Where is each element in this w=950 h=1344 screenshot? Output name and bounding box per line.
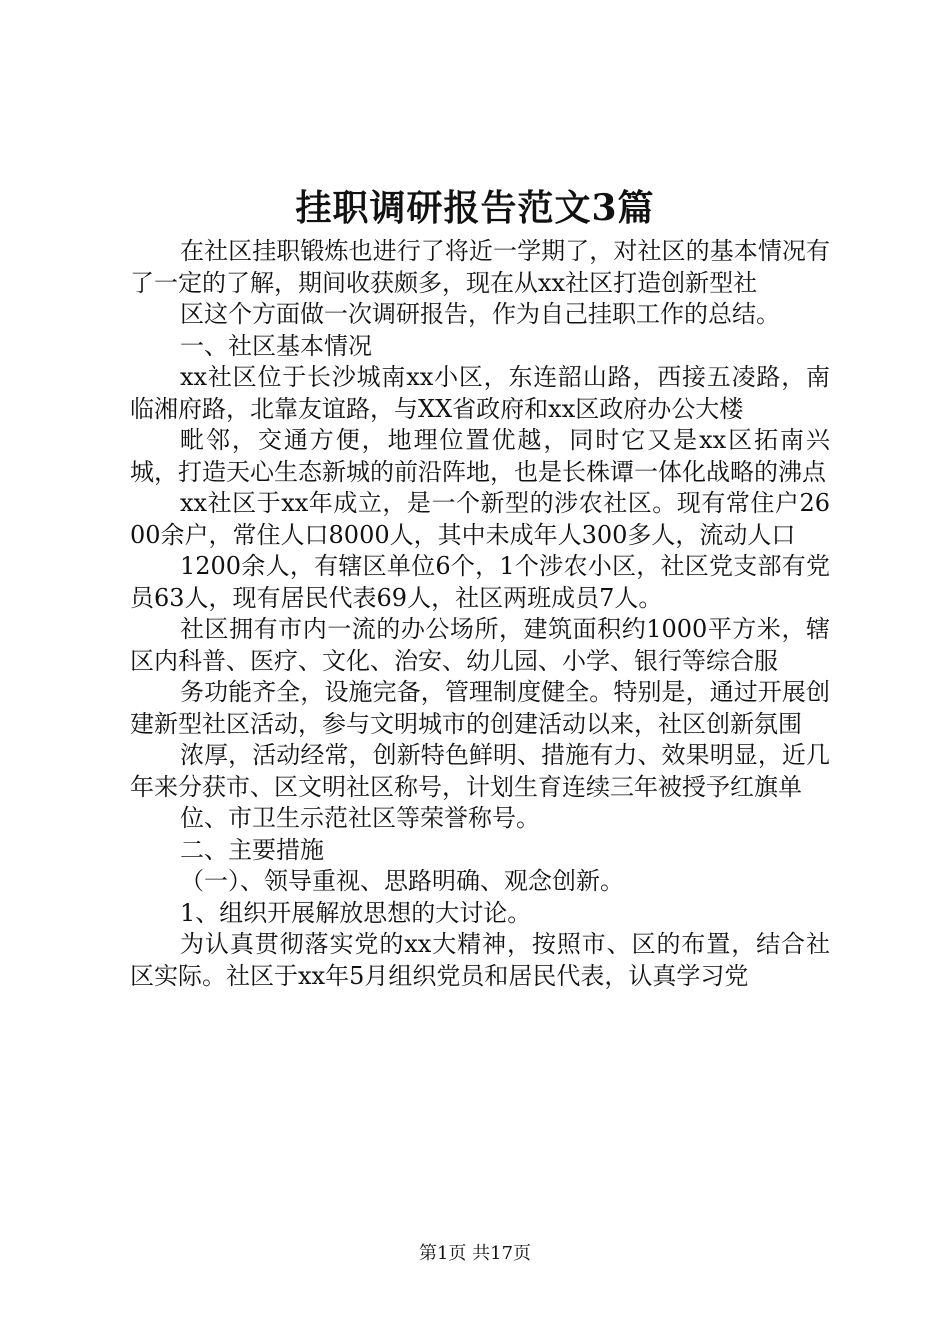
paragraph: 浓厚，活动经常，创新特色鲜明、措施有力、效果明显，近几年来分获市、区文明社区称号，计划生育连续三年被授予红旗单 [130,741,830,801]
document-title: 挂职调研报告范文3篇 [295,187,655,229]
paragraph: 务功能齐全，设施完备，管理制度健全。特别是，通过开展创建新型社区活动，参与文明城市的创建活动以来，社区创新氛围 [130,678,830,738]
paragraph: xx社区位于长沙城南xx小区，东连韶山路，西接五凌路，南临湘府路，北靠友谊路，与XX省政府和xx区政府办公大楼 [130,363,830,423]
page-number-footer: 第1页 共17页 [418,1243,532,1264]
paragraph: 为认真贯彻落实党的xx大精神，按照市、区的布置，结合社区实际。社区于xx年5月组织党员和居民代表，认真学习党 [130,930,830,990]
document-body [130,236,830,992]
paragraph: 在社区挂职锻炼也进行了将近一学期了，对社区的基本情况有了一定的了解，期间收获颇多，现在从xx社区打造创新型社 [130,237,830,297]
paragraph: 社区拥有市内一流的办公场所，建筑面积约1000平方米，辖区内科普、医疗、文化、治安、幼儿园、小学、银行等综合服 [130,615,830,675]
paragraph: 1200余人，有辖区单位6个，1个涉农小区，社区党支部有党员63人，现有居民代表69人，社区两班成员7人。 [130,552,830,612]
subsection-heading: 1、组织开展解放思想的大讨论。 [180,898,532,927]
paragraph: xx社区于xx年成立，是一个新型的涉农社区。现有常住户2600余户，常住人口8000人，其中未成年人300多人，流动人口 [130,489,830,549]
paragraph: 位、市卫生示范社区等荣誉称号。 [180,804,540,832]
subsection-heading: （一）、领导重视、思路明确、观念创新。 [180,867,624,895]
section-heading: 一、社区基本情况 [180,331,372,360]
paragraph: 毗邻，交通方便，地理位置优越，同时它又是xx区拓南兴城，打造天心生态新城的前沿阵地，也是长株谭一体化战略的沸点 [130,426,830,486]
paragraph: 区这个方面做一次调研报告，作为自己挂职工作的总结。 [180,300,780,328]
section-heading: 二、主要措施 [180,835,324,864]
